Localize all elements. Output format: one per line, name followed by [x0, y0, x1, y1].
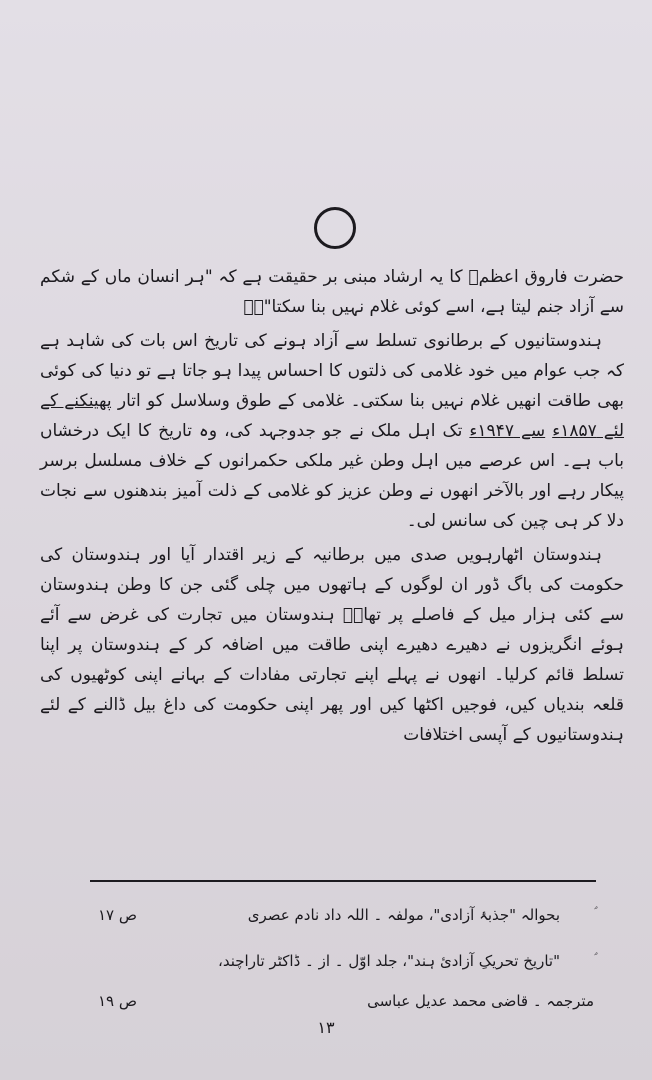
- footnote-1-page-ref: ص ۱۷: [98, 906, 138, 924]
- paragraph-3: ہندوستان اٹھارہویں صدی میں برطانیہ کے زیر اقتدار آیا اور ہندوستان کی حکومت کی باگ ڈور ان لوگوں کے ہاتھوں میں چلی گئی جن کا وطن ہندوستان سے کئی ہزار میل کے فاصلے پر تھا۔ؑ ہندوستان میں تجارت کی غرض سے آئے ہوئے انگریزوں نے دھیرے دھیرے اپنی طاقت میں اضافہ کر کے ہندوستان پر اپنا تسلط قائم کرلیا۔ انھوں نے پہلے اپنے تجارتی مفادات کے بہانے اپنی کوٹھیوں کی قلعہ بندیاں کیں، فوجیں اکٹھا کیں اور پھر اپنی حکومت کی داغ بیل ڈالنے کے لئے ہندوستانیوں کے آپسی اختلافات: [40, 545, 624, 745]
- footnote-1-mark: [560, 904, 594, 926]
- footnote-2-mark: [560, 950, 594, 972]
- paragraph-1: حضرت فاروق اعظمؓ کا یہ ارشاد مبنی بر حقیقت ہے کہ "ہر انسان ماں کے شکم سے آزاد جنم لیتا ہے، اسے کوئی غلام نہیں بنا سکتا"۔ؑ: [40, 267, 624, 317]
- body-text: [40, 262, 624, 750]
- footnote-1-text: بحوالہ "جذبۂ آزادی"، مولفہ ۔ اللہ داد نادم عصری: [247, 906, 560, 924]
- footnote-2-page-ref: ص ۱۹: [98, 992, 138, 1010]
- footnote-divider: [90, 880, 596, 882]
- paragraph-2: [40, 326, 624, 536]
- paragraph-2-text-b: تک اہل ملک نے جو جدوجہد کی، وہ تاریخ کا ایک درخشاں باب ہے۔ اس عرصے میں اہل وطن غیر ملکی حکمرانوں کے خلاف مسلسل برسر پیکار رہے اور بالآخر انھوں نے وطن عزیز کو غلامی کے ذلت آمیز بندھنوں سے نجات دلا کر ہی چین کی سانس لی۔: [40, 421, 624, 531]
- footnote-2: [94, 950, 594, 972]
- paragraph-2-text-a: ہندوستانیوں کے برطانوی تسلط سے آزاد ہونے کی تاریخ اس بات کی شاہد ہے کہ جب عوام میں خود غلامی کی ذلتوں کا احساس پیدا ہو جاتا ہے تو دنیا کی کوئی بھی طاقت انھیں غلام نہیں بنا سکتی۔ غلامی کے طوق وسلاسل کو اتار: [40, 331, 624, 411]
- circle-ornament-icon: [314, 207, 356, 249]
- underlined-date-2: سے ۱۹۴۷ء: [469, 421, 546, 441]
- footnote-2-translator: مترجمہ ۔ قاضی محمد عدیل عباسی: [367, 992, 594, 1010]
- footnote-2-continued: [94, 990, 594, 1012]
- footnote-2-text: "تاریخ تحریکِ آزادیٔ ہند"، جلد اوّل ۔ از ۔ ڈاکٹر تاراچند،: [218, 952, 560, 970]
- underlined-date-1: پھینکنے کے لئے ۱۸۵۷ء: [40, 391, 625, 441]
- page-number: ۱۳: [317, 1018, 335, 1037]
- footnote-1: [94, 904, 594, 926]
